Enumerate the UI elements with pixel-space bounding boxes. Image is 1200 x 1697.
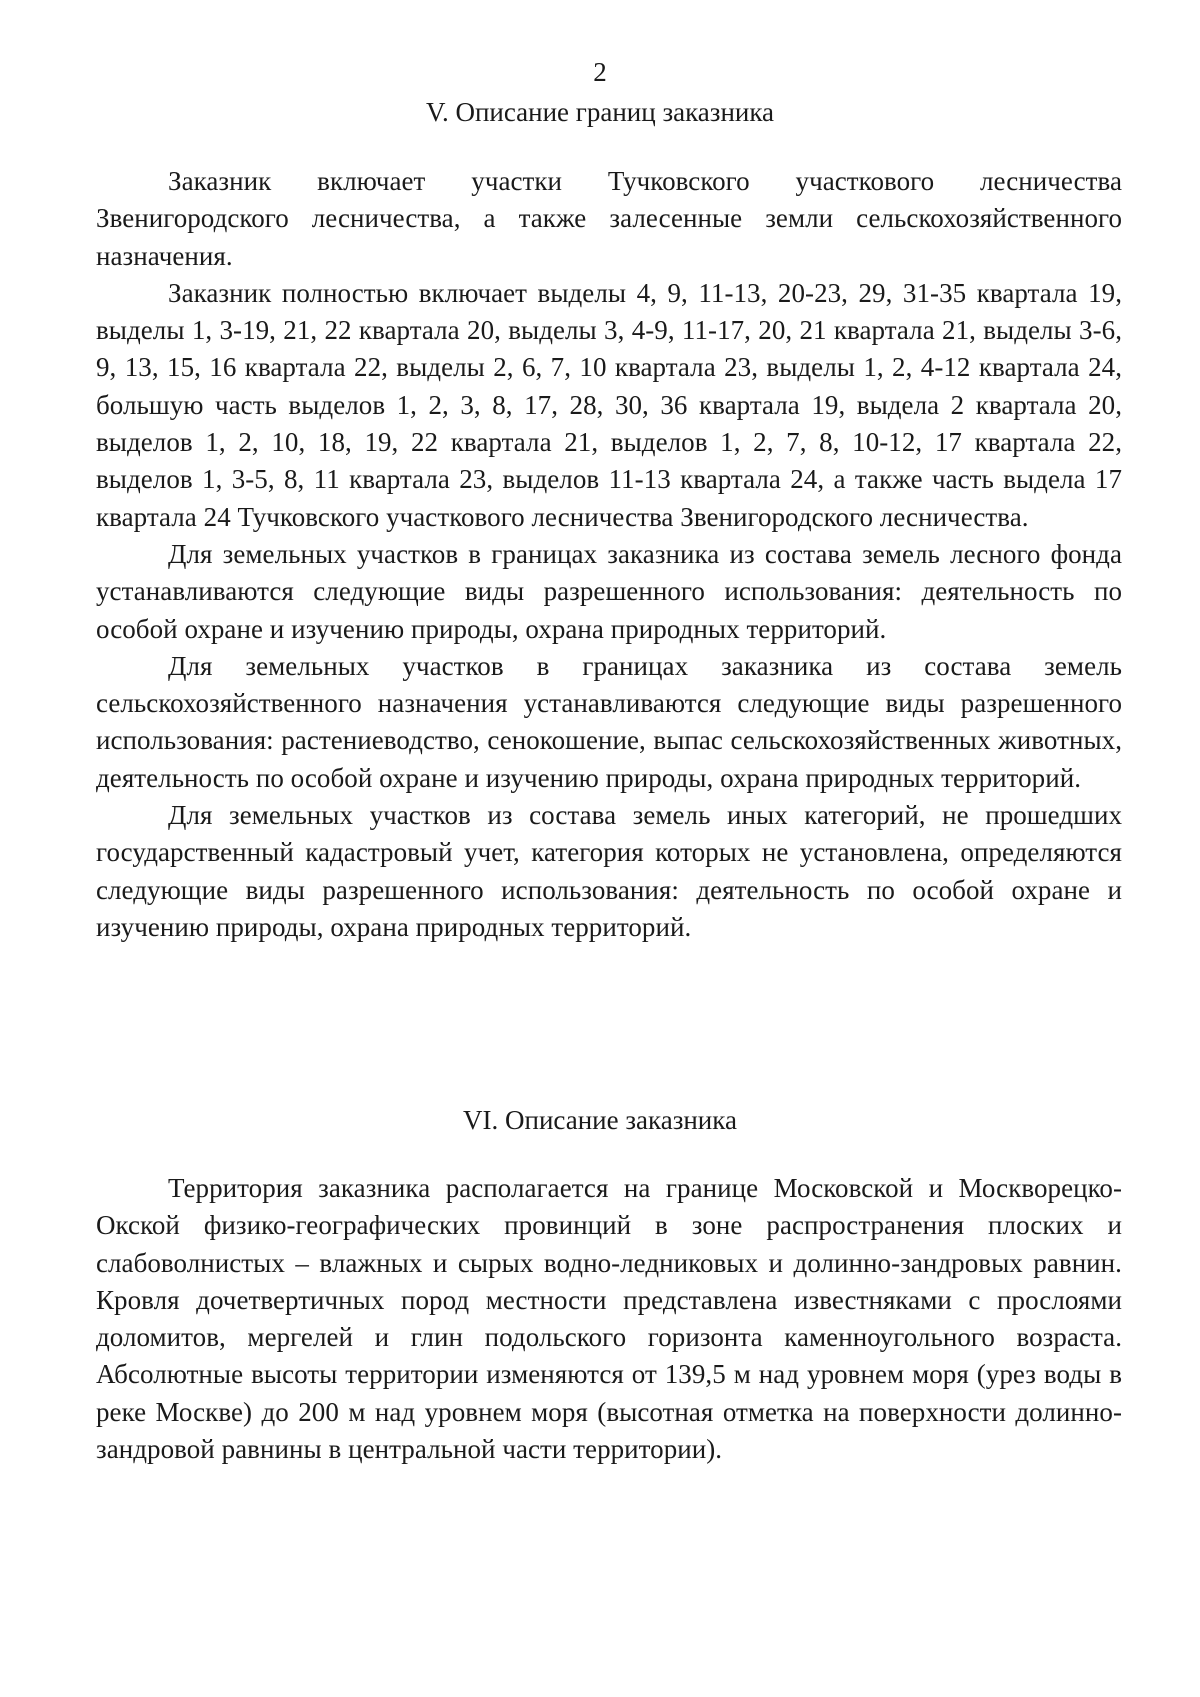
- paragraph: Заказник полностью включает выделы 4, 9, 11-13, 20-23, 29, 31-35 квартала 19, выделы 1, 3-19, 21, 22 квартала 20, выделы 3, 4-9, 11-17, 20, 21 квартала 21, выделы 3-6, 9, 13, 15, 16 квартала 22, выделы 2, 6, 7, 10 квартала 23, выделы 1, 2, 4-12 квартала 24, большую часть выделов 1, 2, 3, 8, 17, 28, 30, 36 квартала 19, выдела 2 квартала 20, выделов 1, 2, 10, 18, 19, 22 квартала 21, выделов 1, 2, 7, 8, 10-12, 17 квартала 22, выделов 1, 3-5, 8, 11 квартала 23, выделов 11-13 квартала 24, а также часть выдела 17 квартала 24 Тучковского участкового лесничества Звенигородского лесничества.: [96, 277, 1122, 532]
- paragraph: Для земельных участков в границах заказника из состава земель сельскохозяйственного назначения устанавливаются следующие виды разрешенного использования: растениеводство, сенокошение, выпас сельскохозяйственных животных, деятельность по особой охране и изучению природы, охрана природных территорий.: [96, 650, 1122, 793]
- paragraph: Для земельных участков из состава земель иных категорий, не прошедших государственный кадастровый учет, категория которых не установлена, определяются следующие виды разрешенного использования: деятельность по особой охране и изучению природы, охрана природных территорий.: [96, 800, 1122, 942]
- section-5-heading: V. Описание границ заказника: [425, 97, 775, 127]
- paragraph: Для земельных участков в границах заказника из состава земель лесного фонда устанавливаются следующие виды разрешенного использования: деятельность по особой охране и изучению природы, охрана природных территорий.: [96, 538, 1122, 644]
- paragraph: Заказник включает участки Тучковского участкового лесничества Звенигородского лесничества, а также залесенные земли сельскохозяйственного назначения.: [96, 166, 1122, 271]
- page-number: 2: [593, 57, 607, 87]
- section-6-heading: VI. Описание заказника: [463, 1105, 737, 1135]
- section-6-body: [96, 1170, 1122, 1468]
- paragraph: Территория заказника располагается на границе Московской и Москворецко-Окской физико-географических провинций в зоне распространения плоских и слабоволнистых – влажных и сырых водно-ледниковых и долинно-зандровых равнин. Кровля дочетвертичных пород местности представлена известняками с прослоями доломитов, мергелей и глин подольского горизонта каменноугольного возраста. Абсолютные высоты территории изменяются от 139,5 м над уровнем моря (урез воды в реке Москве) до 200 м над уровнем моря (высотная отметка на поверхности долинно-зандровой равнины в центральной части территории).: [96, 1173, 1122, 1465]
- section-5-body: [96, 163, 1122, 946]
